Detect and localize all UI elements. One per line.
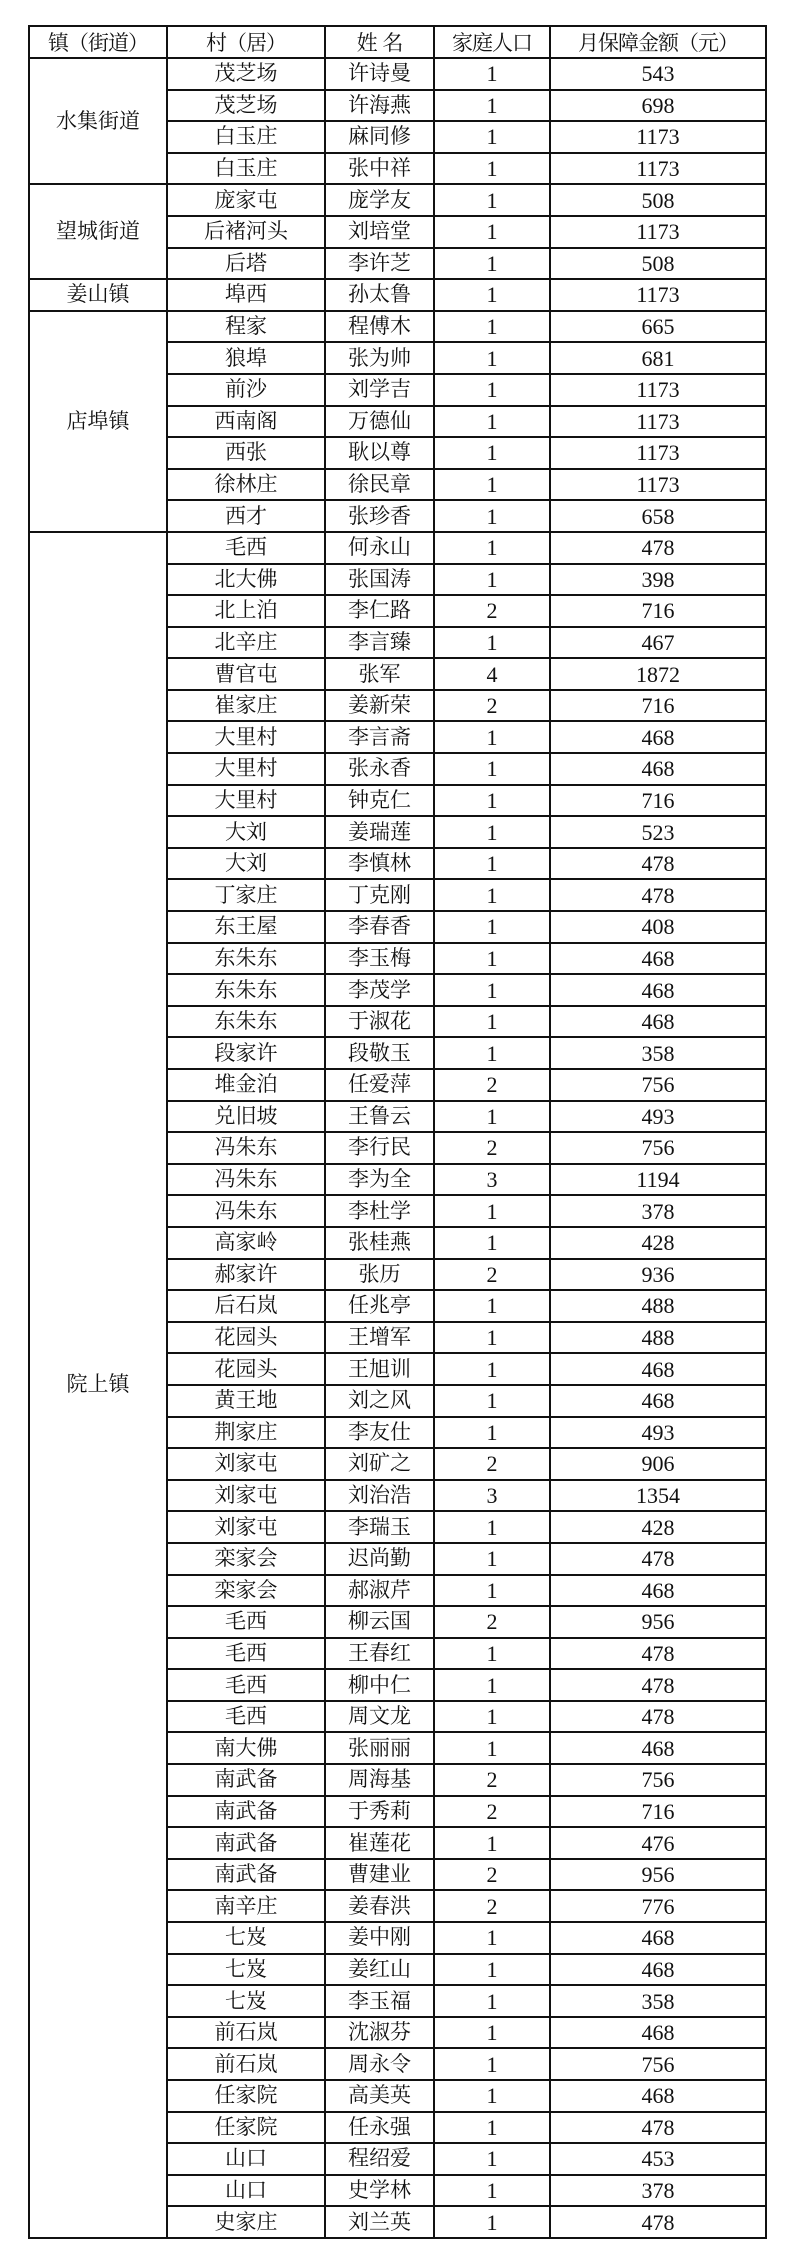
monthly-amount-cell: 478 — [550, 879, 766, 911]
monthly-amount-cell: 358 — [550, 1037, 766, 1069]
header-monthly-amount: 月保障金额（元） — [550, 26, 766, 58]
name-cell: 任永强 — [325, 2112, 434, 2144]
monthly-amount-cell: 468 — [550, 2080, 766, 2112]
village-cell: 兑旧坡 — [167, 1101, 325, 1133]
monthly-amount-cell: 478 — [550, 848, 766, 880]
name-cell: 迟尚勤 — [325, 1543, 434, 1575]
household-size-cell: 1 — [434, 564, 550, 596]
monthly-amount-cell: 468 — [550, 943, 766, 975]
household-size-cell: 1 — [434, 2080, 550, 2112]
table-row — [29, 532, 766, 564]
monthly-amount-cell: 468 — [550, 721, 766, 753]
name-cell: 刘兰英 — [325, 2206, 434, 2238]
household-size-cell: 1 — [434, 753, 550, 785]
monthly-amount-cell: 906 — [550, 1448, 766, 1480]
household-size-cell: 3 — [434, 1164, 550, 1196]
household-size-cell: 1 — [434, 943, 550, 975]
household-size-cell: 1 — [434, 342, 550, 374]
monthly-amount-cell: 1173 — [550, 437, 766, 469]
monthly-amount-cell: 1173 — [550, 279, 766, 311]
village-cell: 北上泊 — [167, 595, 325, 627]
name-cell: 周海基 — [325, 1764, 434, 1796]
village-cell: 程家 — [167, 311, 325, 343]
name-cell: 李春香 — [325, 911, 434, 943]
household-size-cell: 1 — [434, 879, 550, 911]
village-cell: 高家岭 — [167, 1227, 325, 1259]
town-cell: 姜山镇 — [29, 279, 167, 311]
monthly-amount-cell: 756 — [550, 2048, 766, 2080]
monthly-amount-cell: 1173 — [550, 469, 766, 501]
household-size-cell: 1 — [434, 374, 550, 406]
name-cell: 周文龙 — [325, 1701, 434, 1733]
household-size-cell: 2 — [434, 1606, 550, 1638]
village-cell: 西才 — [167, 500, 325, 532]
village-cell: 东朱东 — [167, 974, 325, 1006]
household-size-cell: 1 — [434, 1195, 550, 1227]
household-size-cell: 1 — [434, 58, 550, 90]
monthly-amount-cell: 698 — [550, 90, 766, 122]
household-size-cell: 1 — [434, 90, 550, 122]
village-cell: 冯朱东 — [167, 1132, 325, 1164]
name-cell: 许诗曼 — [325, 58, 434, 90]
name-cell: 王春红 — [325, 1638, 434, 1670]
monthly-amount-cell: 716 — [550, 690, 766, 722]
household-size-cell: 1 — [434, 1227, 550, 1259]
monthly-amount-cell: 478 — [550, 1669, 766, 1701]
name-cell: 许海燕 — [325, 90, 434, 122]
household-size-cell: 3 — [434, 1480, 550, 1512]
name-cell: 姜新荣 — [325, 690, 434, 722]
monthly-amount-cell: 478 — [550, 1543, 766, 1575]
household-size-cell: 1 — [434, 2017, 550, 2049]
subsidy-table — [28, 25, 767, 2239]
name-cell: 姜红山 — [325, 1954, 434, 1986]
household-size-cell: 1 — [434, 1006, 550, 1038]
household-size-cell: 1 — [434, 1985, 550, 2017]
household-size-cell: 1 — [434, 1575, 550, 1607]
name-cell: 于秀莉 — [325, 1796, 434, 1828]
name-cell: 张中祥 — [325, 153, 434, 185]
name-cell: 高美英 — [325, 2080, 434, 2112]
monthly-amount-cell: 756 — [550, 1132, 766, 1164]
name-cell: 麻同修 — [325, 121, 434, 153]
household-size-cell: 1 — [434, 153, 550, 185]
monthly-amount-cell: 488 — [550, 1322, 766, 1354]
household-size-cell: 1 — [434, 1385, 550, 1417]
header-name: 姓 名 — [325, 26, 434, 58]
village-cell: 西张 — [167, 437, 325, 469]
household-size-cell: 2 — [434, 595, 550, 627]
household-size-cell: 1 — [434, 816, 550, 848]
monthly-amount-cell: 468 — [550, 1353, 766, 1385]
household-size-cell: 1 — [434, 1732, 550, 1764]
name-cell: 李慎林 — [325, 848, 434, 880]
village-cell: 毛西 — [167, 1669, 325, 1701]
name-cell: 程绍爱 — [325, 2143, 434, 2175]
town-cell: 院上镇 — [29, 532, 167, 2238]
name-cell: 李言臻 — [325, 627, 434, 659]
header-row — [29, 26, 766, 58]
monthly-amount-cell: 1173 — [550, 153, 766, 185]
monthly-amount-cell: 488 — [550, 1290, 766, 1322]
name-cell: 王鲁云 — [325, 1101, 434, 1133]
name-cell: 张历 — [325, 1259, 434, 1291]
monthly-amount-cell: 756 — [550, 1069, 766, 1101]
village-cell: 史家庄 — [167, 2206, 325, 2238]
monthly-amount-cell: 508 — [550, 184, 766, 216]
name-cell: 李友仕 — [325, 1417, 434, 1449]
monthly-amount-cell: 776 — [550, 1890, 766, 1922]
monthly-amount-cell: 936 — [550, 1259, 766, 1291]
village-cell: 南辛庄 — [167, 1890, 325, 1922]
village-cell: 曹官屯 — [167, 658, 325, 690]
village-cell: 东朱东 — [167, 1006, 325, 1038]
household-size-cell: 2 — [434, 1132, 550, 1164]
household-size-cell: 1 — [434, 184, 550, 216]
village-cell: 茂芝场 — [167, 58, 325, 90]
village-cell: 任家院 — [167, 2080, 325, 2112]
village-cell: 埠西 — [167, 279, 325, 311]
monthly-amount-cell: 468 — [550, 753, 766, 785]
village-cell: 山口 — [167, 2175, 325, 2207]
village-cell: 茂芝场 — [167, 90, 325, 122]
name-cell: 李许芝 — [325, 248, 434, 280]
name-cell: 张军 — [325, 658, 434, 690]
village-cell: 山口 — [167, 2143, 325, 2175]
household-size-cell: 1 — [434, 2175, 550, 2207]
monthly-amount-cell: 468 — [550, 1922, 766, 1954]
monthly-amount-cell: 358 — [550, 1985, 766, 2017]
header-household-size: 家庭人口 — [434, 26, 550, 58]
village-cell: 北大佛 — [167, 564, 325, 596]
village-cell: 荆家庄 — [167, 1417, 325, 1449]
name-cell: 沈淑芬 — [325, 2017, 434, 2049]
table-row — [29, 279, 766, 311]
household-size-cell: 1 — [434, 121, 550, 153]
name-cell: 张为帅 — [325, 342, 434, 374]
monthly-amount-cell: 493 — [550, 1417, 766, 1449]
village-cell: 南武备 — [167, 1827, 325, 1859]
village-cell: 大刘 — [167, 816, 325, 848]
village-cell: 前沙 — [167, 374, 325, 406]
household-size-cell: 1 — [434, 1922, 550, 1954]
village-cell: 庞家屯 — [167, 184, 325, 216]
village-cell: 刘家屯 — [167, 1448, 325, 1480]
name-cell: 万德仙 — [325, 406, 434, 438]
town-cell: 水集街道 — [29, 58, 167, 184]
village-cell: 毛西 — [167, 1606, 325, 1638]
town-cell: 店埠镇 — [29, 311, 167, 532]
village-cell: 冯朱东 — [167, 1164, 325, 1196]
name-cell: 史学林 — [325, 2175, 434, 2207]
village-cell: 花园头 — [167, 1353, 325, 1385]
village-cell: 东王屋 — [167, 911, 325, 943]
name-cell: 李行民 — [325, 1132, 434, 1164]
monthly-amount-cell: 378 — [550, 1195, 766, 1227]
household-size-cell: 4 — [434, 658, 550, 690]
name-cell: 李杜学 — [325, 1195, 434, 1227]
name-cell: 钟克仁 — [325, 785, 434, 817]
household-size-cell: 2 — [434, 1448, 550, 1480]
household-size-cell: 1 — [434, 1290, 550, 1322]
household-size-cell: 2 — [434, 1859, 550, 1891]
name-cell: 姜瑞莲 — [325, 816, 434, 848]
village-cell: 毛西 — [167, 1701, 325, 1733]
monthly-amount-cell: 476 — [550, 1827, 766, 1859]
name-cell: 曹建业 — [325, 1859, 434, 1891]
name-cell: 刘培堂 — [325, 216, 434, 248]
village-cell: 丁家庄 — [167, 879, 325, 911]
village-cell: 毛西 — [167, 1638, 325, 1670]
name-cell: 张国涛 — [325, 564, 434, 596]
name-cell: 刘之风 — [325, 1385, 434, 1417]
household-size-cell: 1 — [434, 1511, 550, 1543]
household-size-cell: 1 — [434, 785, 550, 817]
village-cell: 东朱东 — [167, 943, 325, 975]
name-cell: 刘学吉 — [325, 374, 434, 406]
village-cell: 冯朱东 — [167, 1195, 325, 1227]
name-cell: 任兆亭 — [325, 1290, 434, 1322]
village-cell: 刘家屯 — [167, 1511, 325, 1543]
household-size-cell: 1 — [434, 2048, 550, 2080]
household-size-cell: 1 — [434, 1827, 550, 1859]
household-size-cell: 1 — [434, 1417, 550, 1449]
monthly-amount-cell: 468 — [550, 1385, 766, 1417]
name-cell: 程傅木 — [325, 311, 434, 343]
village-cell: 黄王地 — [167, 1385, 325, 1417]
village-cell: 白玉庄 — [167, 153, 325, 185]
household-size-cell: 1 — [434, 1543, 550, 1575]
village-cell: 狼埠 — [167, 342, 325, 374]
village-cell: 徐林庄 — [167, 469, 325, 501]
household-size-cell: 1 — [434, 1638, 550, 1670]
village-cell: 毛西 — [167, 532, 325, 564]
monthly-amount-cell: 468 — [550, 1006, 766, 1038]
monthly-amount-cell: 468 — [550, 1732, 766, 1764]
village-cell: 后石岚 — [167, 1290, 325, 1322]
household-size-cell: 1 — [434, 1701, 550, 1733]
monthly-amount-cell: 453 — [550, 2143, 766, 2175]
village-cell: 大里村 — [167, 785, 325, 817]
village-cell: 西南阁 — [167, 406, 325, 438]
household-size-cell: 2 — [434, 1796, 550, 1828]
monthly-amount-cell: 956 — [550, 1859, 766, 1891]
name-cell: 于淑花 — [325, 1006, 434, 1038]
monthly-amount-cell: 543 — [550, 58, 766, 90]
household-size-cell: 1 — [434, 974, 550, 1006]
village-cell: 白玉庄 — [167, 121, 325, 153]
monthly-amount-cell: 408 — [550, 911, 766, 943]
village-cell: 七岌 — [167, 1985, 325, 2017]
monthly-amount-cell: 478 — [550, 532, 766, 564]
name-cell: 崔莲花 — [325, 1827, 434, 1859]
name-cell: 段敬玉 — [325, 1037, 434, 1069]
household-size-cell: 1 — [434, 311, 550, 343]
name-cell: 李瑞玉 — [325, 1511, 434, 1543]
monthly-amount-cell: 681 — [550, 342, 766, 374]
monthly-amount-cell: 1173 — [550, 121, 766, 153]
name-cell: 张珍香 — [325, 500, 434, 532]
name-cell: 张丽丽 — [325, 1732, 434, 1764]
village-cell: 大里村 — [167, 721, 325, 753]
village-cell: 前石岚 — [167, 2017, 325, 2049]
household-size-cell: 1 — [434, 2143, 550, 2175]
name-cell: 姜春洪 — [325, 1890, 434, 1922]
table-row — [29, 58, 766, 90]
household-size-cell: 1 — [434, 721, 550, 753]
monthly-amount-cell: 468 — [550, 974, 766, 1006]
monthly-amount-cell: 468 — [550, 1575, 766, 1607]
household-size-cell: 1 — [434, 1101, 550, 1133]
header-town: 镇（街道） — [29, 26, 167, 58]
monthly-amount-cell: 956 — [550, 1606, 766, 1638]
monthly-amount-cell: 523 — [550, 816, 766, 848]
monthly-amount-cell: 1354 — [550, 1480, 766, 1512]
name-cell: 任爱萍 — [325, 1069, 434, 1101]
monthly-amount-cell: 1194 — [550, 1164, 766, 1196]
village-cell: 郝家许 — [167, 1259, 325, 1291]
name-cell: 张永香 — [325, 753, 434, 785]
monthly-amount-cell: 468 — [550, 2017, 766, 2049]
household-size-cell: 1 — [434, 248, 550, 280]
header-village: 村（居） — [167, 26, 325, 58]
name-cell: 丁克刚 — [325, 879, 434, 911]
household-size-cell: 1 — [434, 216, 550, 248]
village-cell: 南大佛 — [167, 1732, 325, 1764]
household-size-cell: 1 — [434, 469, 550, 501]
monthly-amount-cell: 716 — [550, 785, 766, 817]
name-cell: 徐民章 — [325, 469, 434, 501]
village-cell: 花园头 — [167, 1322, 325, 1354]
monthly-amount-cell: 428 — [550, 1227, 766, 1259]
household-size-cell: 1 — [434, 1954, 550, 1986]
name-cell: 王旭训 — [325, 1353, 434, 1385]
monthly-amount-cell: 1173 — [550, 406, 766, 438]
household-size-cell: 1 — [434, 1037, 550, 1069]
village-cell: 刘家屯 — [167, 1480, 325, 1512]
village-cell: 任家院 — [167, 2112, 325, 2144]
village-cell: 段家许 — [167, 1037, 325, 1069]
household-size-cell: 1 — [434, 532, 550, 564]
name-cell: 王增军 — [325, 1322, 434, 1354]
village-cell: 大里村 — [167, 753, 325, 785]
village-cell: 栾家会 — [167, 1543, 325, 1575]
household-size-cell: 1 — [434, 911, 550, 943]
name-cell: 耿以尊 — [325, 437, 434, 469]
monthly-amount-cell: 1173 — [550, 216, 766, 248]
table-row — [29, 311, 766, 343]
monthly-amount-cell: 398 — [550, 564, 766, 596]
village-cell: 堆金泊 — [167, 1069, 325, 1101]
household-size-cell: 1 — [434, 279, 550, 311]
village-cell: 后塔 — [167, 248, 325, 280]
monthly-amount-cell: 378 — [550, 2175, 766, 2207]
village-cell: 七岌 — [167, 1922, 325, 1954]
monthly-amount-cell: 478 — [550, 2112, 766, 2144]
name-cell: 李玉福 — [325, 1985, 434, 2017]
monthly-amount-cell: 467 — [550, 627, 766, 659]
name-cell: 李为全 — [325, 1164, 434, 1196]
village-cell: 栾家会 — [167, 1575, 325, 1607]
village-cell: 南武备 — [167, 1859, 325, 1891]
village-cell: 前石岚 — [167, 2048, 325, 2080]
name-cell: 李玉梅 — [325, 943, 434, 975]
monthly-amount-cell: 478 — [550, 1701, 766, 1733]
household-size-cell: 1 — [434, 437, 550, 469]
household-size-cell: 2 — [434, 1890, 550, 1922]
monthly-amount-cell: 508 — [550, 248, 766, 280]
name-cell: 刘矿之 — [325, 1448, 434, 1480]
monthly-amount-cell: 478 — [550, 1638, 766, 1670]
household-size-cell: 2 — [434, 1259, 550, 1291]
household-size-cell: 2 — [434, 1069, 550, 1101]
name-cell: 李茂学 — [325, 974, 434, 1006]
village-cell: 后褚河头 — [167, 216, 325, 248]
name-cell: 姜中刚 — [325, 1922, 434, 1954]
village-cell: 崔家庄 — [167, 690, 325, 722]
household-size-cell: 1 — [434, 627, 550, 659]
village-cell: 南武备 — [167, 1764, 325, 1796]
table-row — [29, 184, 766, 216]
household-size-cell: 2 — [434, 690, 550, 722]
household-size-cell: 1 — [434, 848, 550, 880]
name-cell: 李仁路 — [325, 595, 434, 627]
monthly-amount-cell: 428 — [550, 1511, 766, 1543]
name-cell: 何永山 — [325, 532, 434, 564]
household-size-cell: 1 — [434, 1669, 550, 1701]
monthly-amount-cell: 658 — [550, 500, 766, 532]
household-size-cell: 1 — [434, 1322, 550, 1354]
village-cell: 北辛庄 — [167, 627, 325, 659]
name-cell: 李言斋 — [325, 721, 434, 753]
table-body — [29, 58, 766, 2238]
monthly-amount-cell: 716 — [550, 1796, 766, 1828]
monthly-amount-cell: 478 — [550, 2206, 766, 2238]
household-size-cell: 1 — [434, 500, 550, 532]
name-cell: 柳云国 — [325, 1606, 434, 1638]
village-cell: 南武备 — [167, 1796, 325, 1828]
monthly-amount-cell: 756 — [550, 1764, 766, 1796]
household-size-cell: 2 — [434, 1764, 550, 1796]
name-cell: 柳中仁 — [325, 1669, 434, 1701]
monthly-amount-cell: 1872 — [550, 658, 766, 690]
village-cell: 七岌 — [167, 1954, 325, 1986]
monthly-amount-cell: 493 — [550, 1101, 766, 1133]
name-cell: 周永令 — [325, 2048, 434, 2080]
household-size-cell: 1 — [434, 1353, 550, 1385]
name-cell: 刘治浩 — [325, 1480, 434, 1512]
monthly-amount-cell: 1173 — [550, 374, 766, 406]
name-cell: 张桂燕 — [325, 1227, 434, 1259]
town-cell: 望城街道 — [29, 184, 167, 279]
monthly-amount-cell: 716 — [550, 595, 766, 627]
village-cell: 大刘 — [167, 848, 325, 880]
household-size-cell: 1 — [434, 2112, 550, 2144]
name-cell: 郝淑芹 — [325, 1575, 434, 1607]
household-size-cell: 1 — [434, 406, 550, 438]
household-size-cell: 1 — [434, 2206, 550, 2238]
name-cell: 孙太鲁 — [325, 279, 434, 311]
monthly-amount-cell: 468 — [550, 1954, 766, 1986]
table-header — [29, 26, 766, 58]
name-cell: 庞学友 — [325, 184, 434, 216]
monthly-amount-cell: 665 — [550, 311, 766, 343]
